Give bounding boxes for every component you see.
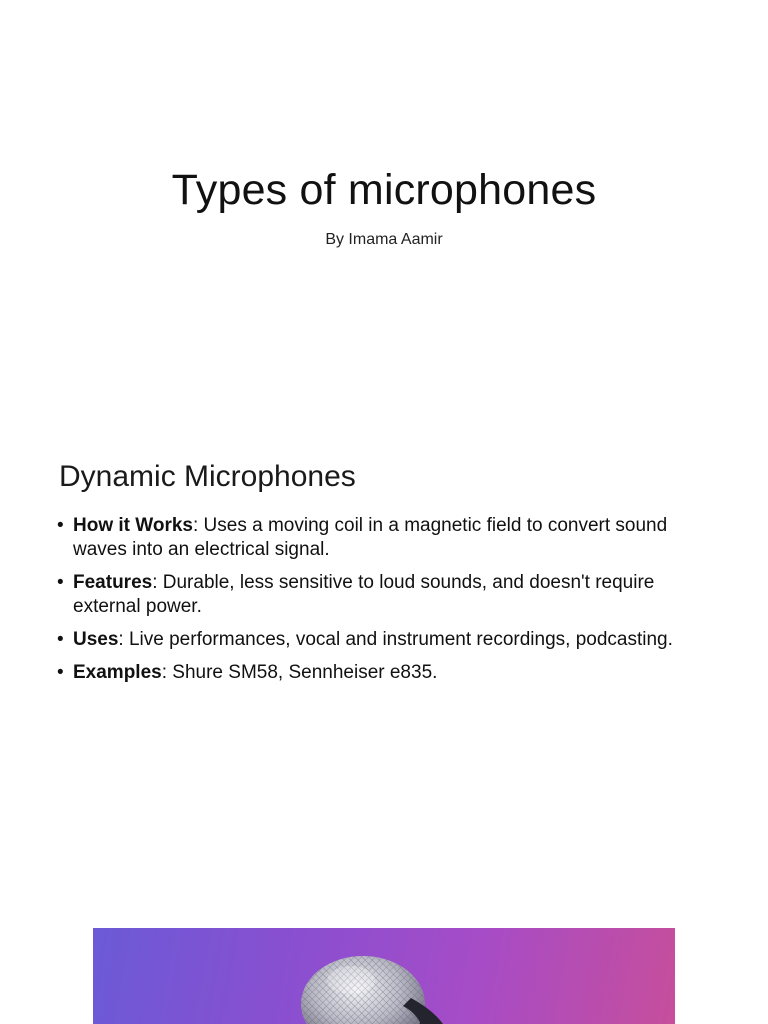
bullet-text: : Live performances, vocal and instrument recordings, podcasting. xyxy=(118,629,673,650)
bullet-text: : Durable, less sensitive to loud sounds, and doesn't require external power. xyxy=(73,572,655,617)
bullet-examples xyxy=(57,661,717,685)
title-slide xyxy=(0,0,768,420)
bullet-label: Uses xyxy=(73,629,119,650)
bullet-how-it-works xyxy=(57,514,717,562)
bullet-dot: • xyxy=(57,515,64,536)
bullet-label: How it Works xyxy=(73,515,193,536)
bullet-dot: • xyxy=(57,572,64,593)
slide-title: Types of microphones xyxy=(171,166,597,214)
bullet-list xyxy=(57,514,717,694)
microphone-icon xyxy=(93,928,675,1024)
bullet-text: : Shure SM58, Sennheiser e835. xyxy=(161,662,438,683)
dynamic-microphones-slide xyxy=(0,420,768,920)
photo-slide xyxy=(0,928,768,1024)
bullet-label: Examples xyxy=(73,662,162,683)
bullet-dot: • xyxy=(57,662,64,683)
section-heading: Dynamic Microphones xyxy=(59,460,356,493)
bullet-text: : Uses a moving coil in a magnetic field to convert sound waves into an electrical signal. xyxy=(73,515,668,560)
bullet-label: Features xyxy=(73,572,153,593)
slide-subtitle: By Imama Aamir xyxy=(325,231,443,248)
bullet-uses xyxy=(57,628,717,652)
bullet-features xyxy=(57,571,717,619)
bullet-dot: • xyxy=(57,629,64,650)
microphone-photo xyxy=(93,928,675,1024)
